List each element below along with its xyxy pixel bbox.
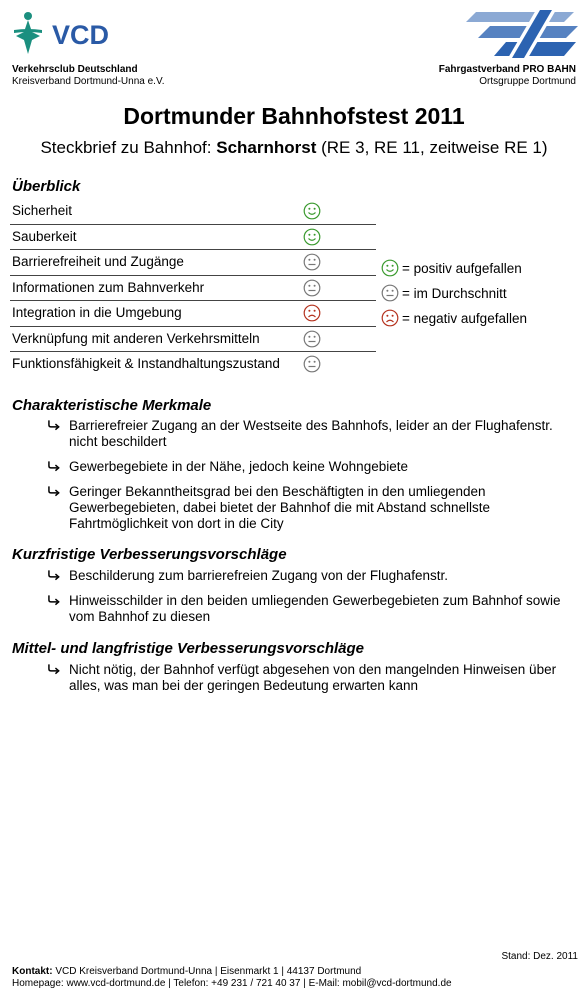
overview-row-label: Barrierefreiheit und Zugänge — [12, 254, 184, 269]
list-item — [48, 484, 578, 532]
vcd-logo — [12, 10, 142, 58]
station-lines: (RE 3, RE 11, zeitweise RE 1) — [321, 138, 548, 157]
legend-item — [381, 308, 527, 333]
overview-row-label: Verknüpfung mit anderen Verkehrsmitteln — [12, 330, 260, 346]
org-left — [12, 64, 165, 88]
negative-smiley-icon — [381, 309, 399, 327]
org-right-name: Fahrgastverband PRO BAHN — [438, 64, 576, 75]
footer-line2: Homepage: www.vcd-dortmund.de | Telefon: +49 231 / 721 40 37 | E-Mail: mobil@vcd-dortmund.de — [12, 978, 452, 989]
list-item-text: Beschilderung zum barrierefreien Zugang von der Flughafenstr. — [69, 568, 448, 583]
overview-row — [10, 199, 376, 225]
footer-kontakt-label: Kontakt: — [12, 966, 53, 977]
legend-item — [381, 258, 527, 283]
negative-smiley-icon — [303, 304, 321, 322]
list-item-text: Nicht nötig, der Bahnhof verfügt abgesehen von den mangelnden Hinweisen über alles, was man bei der geringen Bedeutung erwarten kann — [69, 662, 557, 693]
neutral-smiley-icon — [303, 253, 321, 271]
overview-heading: Überblick — [12, 178, 81, 195]
station-name: Scharnhorst — [216, 138, 317, 157]
overview-row-label: Sicherheit — [12, 203, 73, 218]
page-subtitle — [0, 138, 588, 158]
arrow-bullet-icon — [48, 569, 61, 585]
footer-kontakt-text: VCD Kreisverband Dortmund-Unna | Eisenmarkt 1 | 44137 Dortmund — [55, 966, 362, 977]
overview-row-label: Funktionsfähigkeit & Instandhaltungszustand — [12, 356, 280, 371]
legend-label: = im Durchschnitt — [402, 286, 507, 301]
legend-label: = positiv aufgefallen — [402, 261, 522, 276]
org-right — [439, 64, 576, 88]
subtitle-prefix: Steckbrief zu Bahnhof: — [40, 138, 212, 157]
kurz-list — [48, 568, 578, 634]
probahn-logo — [466, 8, 578, 60]
arrow-bullet-icon — [48, 594, 61, 610]
legend-label: = negativ aufgefallen — [402, 311, 527, 326]
arrow-bullet-icon — [48, 663, 61, 679]
merkmale-list — [48, 418, 578, 541]
list-item-text: Geringer Bekanntheitsgrad bei den Beschäftigten in den umliegenden Gewerbegebieten, dabei bietet der Bahnhof die mit Abstand schnellste Fahrtmöglichkeit von dort in die City — [69, 484, 491, 531]
overview-row — [10, 301, 376, 327]
list-item-text: Gewerbegebiete in der Nähe, jedoch keine Wohngebiete — [69, 459, 408, 474]
overview-row — [10, 225, 376, 251]
kurz-heading: Kurzfristige Verbesserungsvorschläge — [12, 546, 287, 563]
overview-row — [10, 327, 376, 353]
arrow-bullet-icon — [48, 460, 61, 476]
merkmale-heading: Charakteristische Merkmale — [12, 397, 212, 414]
list-item — [48, 593, 578, 625]
arrow-bullet-icon — [48, 419, 61, 435]
vcd-logo-text: VCD — [52, 20, 110, 50]
list-item-text: Barrierefreier Zugang an der Westseite des Bahnhofs, leider an der Flughafenstr. nicht beschildert — [69, 418, 553, 449]
arrow-bullet-icon — [48, 485, 61, 501]
overview-row — [10, 276, 376, 302]
org-left-sub: Kreisverband Dortmund-Unna e.V. — [12, 76, 165, 87]
overview-row-label: Sauberkeit — [12, 228, 77, 244]
stand-date: Stand: Dez. 2011 — [501, 951, 578, 962]
rating-legend — [381, 258, 527, 333]
list-item-text: Hinweisschilder in den beiden umliegenden Gewerbegebieten zum Bahnhof sowie vom Bahnhof zu diesen — [69, 593, 561, 624]
mittel-heading: Mittel- und langfristige Verbesserungsvorschläge — [12, 640, 365, 657]
overview-row — [10, 250, 376, 276]
overview-row-label: Informationen zum Bahnverkehr — [12, 279, 205, 295]
org-left-name: Verkehrsclub Deutschland — [12, 64, 138, 75]
neutral-smiley-icon — [303, 355, 321, 373]
positive-smiley-icon — [381, 259, 399, 277]
footer — [12, 966, 452, 990]
overview-row — [10, 352, 376, 378]
overview-row-label: Integration in die Umgebung — [12, 305, 182, 320]
legend-item — [381, 283, 527, 308]
list-item — [48, 418, 578, 450]
positive-smiley-icon — [303, 228, 321, 246]
positive-smiley-icon — [303, 202, 321, 220]
overview-table — [10, 199, 376, 378]
org-right-sub: Ortsgruppe Dortmund — [479, 76, 576, 87]
neutral-smiley-icon — [303, 330, 321, 348]
mittel-list — [48, 662, 578, 703]
page-title: Dortmunder Bahnhofstest 2011 — [123, 103, 465, 129]
list-item — [48, 662, 578, 694]
list-item — [48, 568, 578, 584]
neutral-smiley-icon — [381, 284, 399, 302]
list-item — [48, 459, 578, 475]
neutral-smiley-icon — [303, 279, 321, 297]
